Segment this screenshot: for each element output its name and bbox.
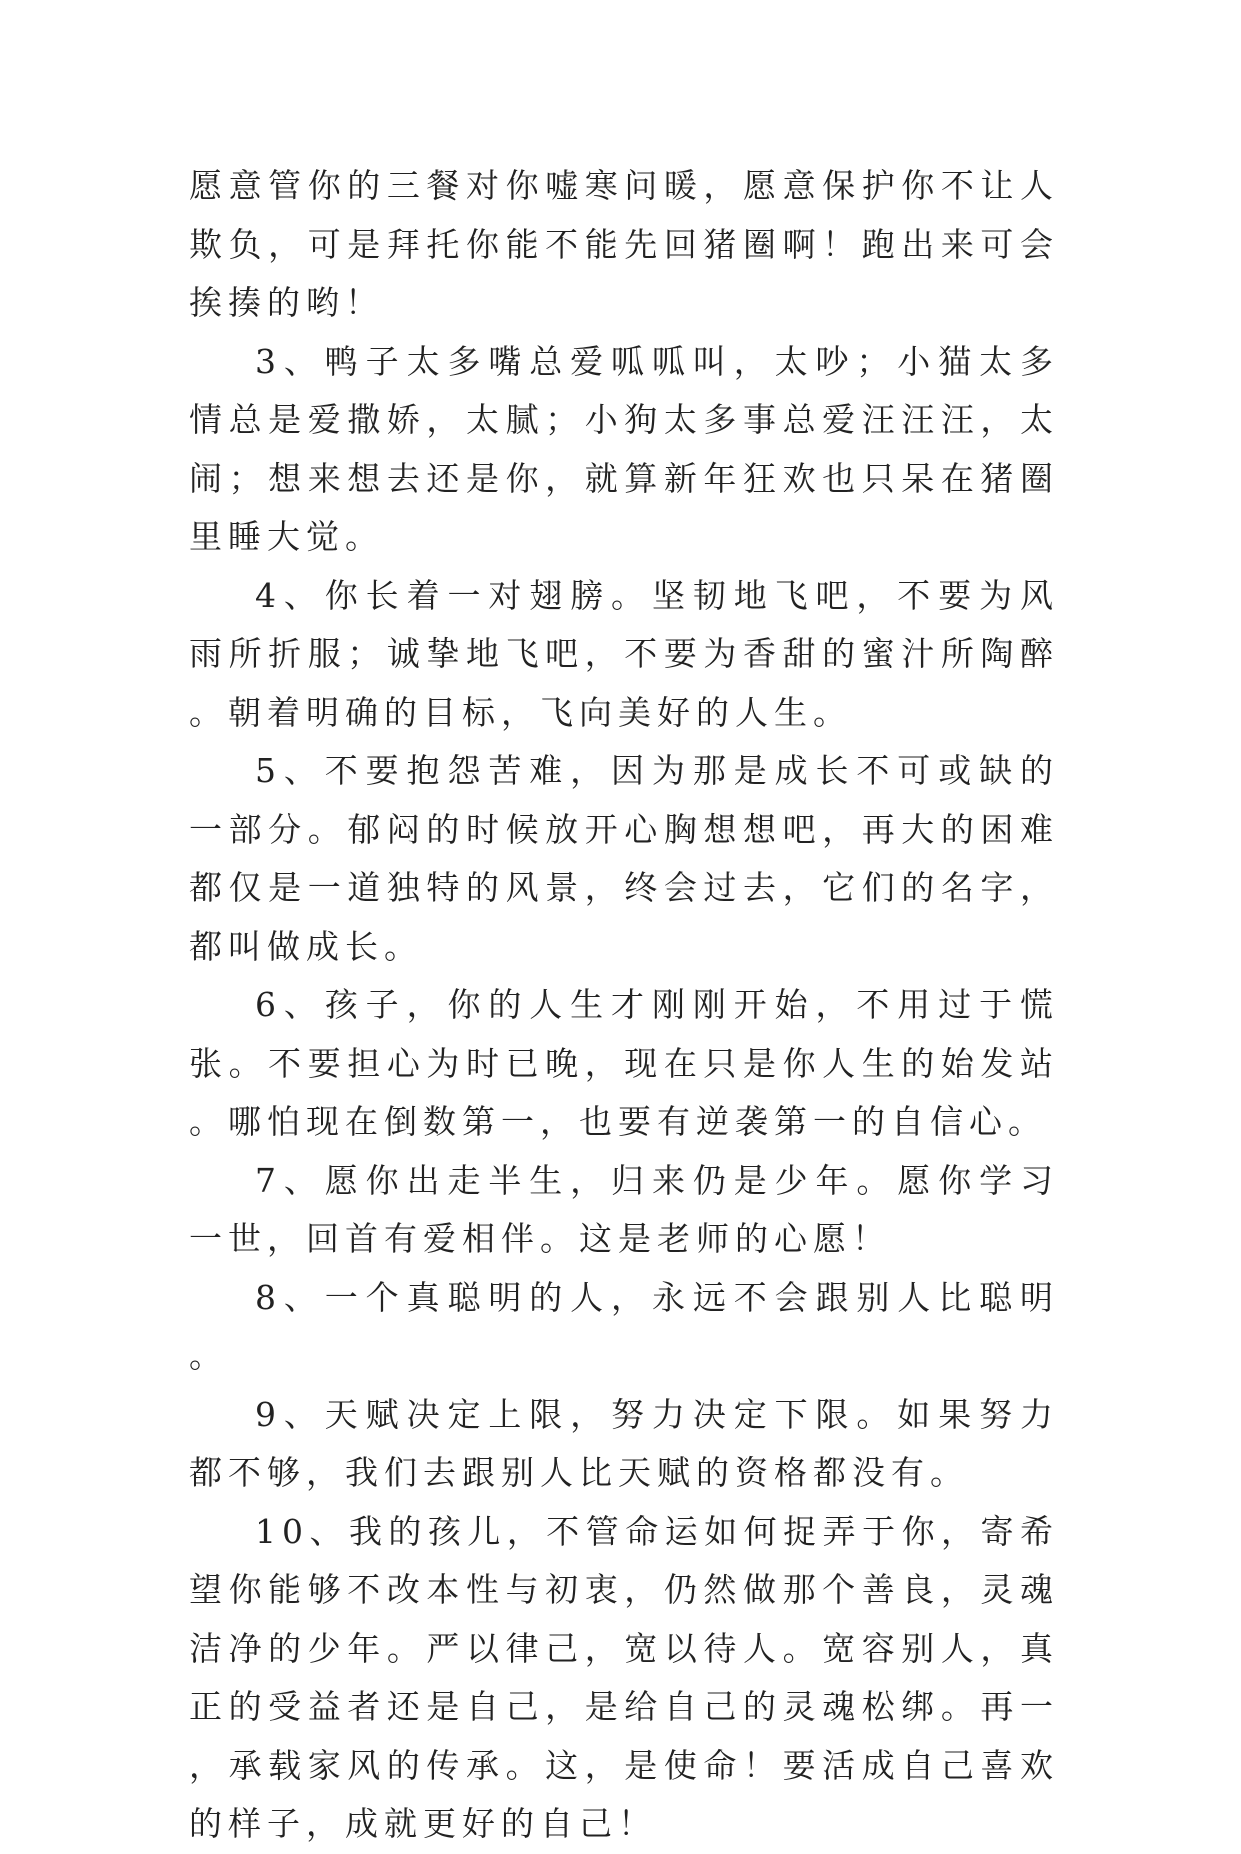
paragraph-7: 7、愿你出走半生，归来仍是少年。愿你学习一世，回首有爱相伴。这是老师的心愿！ [189,1160,1059,1258]
paragraph-intro: 愿意管你的三餐对你嘘寒问暖，愿意保护你不让人欺负，可是拜托你能不能先回猪圈啊！跑出来可会挨揍的哟！ [189,166,1059,322]
paragraph-5: 5、不要抱怨苦难，因为那是成长不可或缺的一部分。郁闷的时候放开心胸想想吧，再大的困难都仅是一道独特的风景，终会过去，它们的名字，都叫做成长。 [189,751,1059,966]
paragraph-6: 6、孩子，你的人生才刚刚开始，不用过于慌张。不要担心为时已晚，现在只是你人生的始发站。哪怕现在倒数第一，也要有逆袭第一的自信心。 [189,985,1059,1141]
document-body [189,157,1059,1854]
paragraph-9: 9、天赋决定上限，努力决定下限。如果努力都不够，我们去跟别人比天赋的资格都没有。 [189,1394,1059,1492]
paragraph-4: 4、你长着一对翅膀。坚韧地飞吧，不要为风雨所折服；诚挚地飞吧，不要为香甜的蜜汁所陶醉。朝着明确的目标，飞向美好的人生。 [189,575,1059,732]
paragraph-10: 10、我的孩儿，不管命运如何捉弄于你，寄希望你能够不改本性与初衷，仍然做那个善良，灵魂洁净的少年。严以律己，宽以待人。宽容别人，真正的受益者还是自己，是给自己的灵魂松绑。再一，承载家风的传承。这，是使命！要活成自己喜欢的样子，成就更好的自己！ [189,1511,1059,1843]
paragraph-3: 3、鸭子太多嘴总爱呱呱叫，太吵；小猫太多情总是爱撒娇，太腻；小狗太多事总爱汪汪汪，太闹；想来想去还是你，就算新年狂欢也只呆在猪圈里睡大觉。 [189,341,1059,556]
paragraph-8: 8、一个真聪明的人，永远不会跟别人比聪明。 [189,1277,1059,1375]
